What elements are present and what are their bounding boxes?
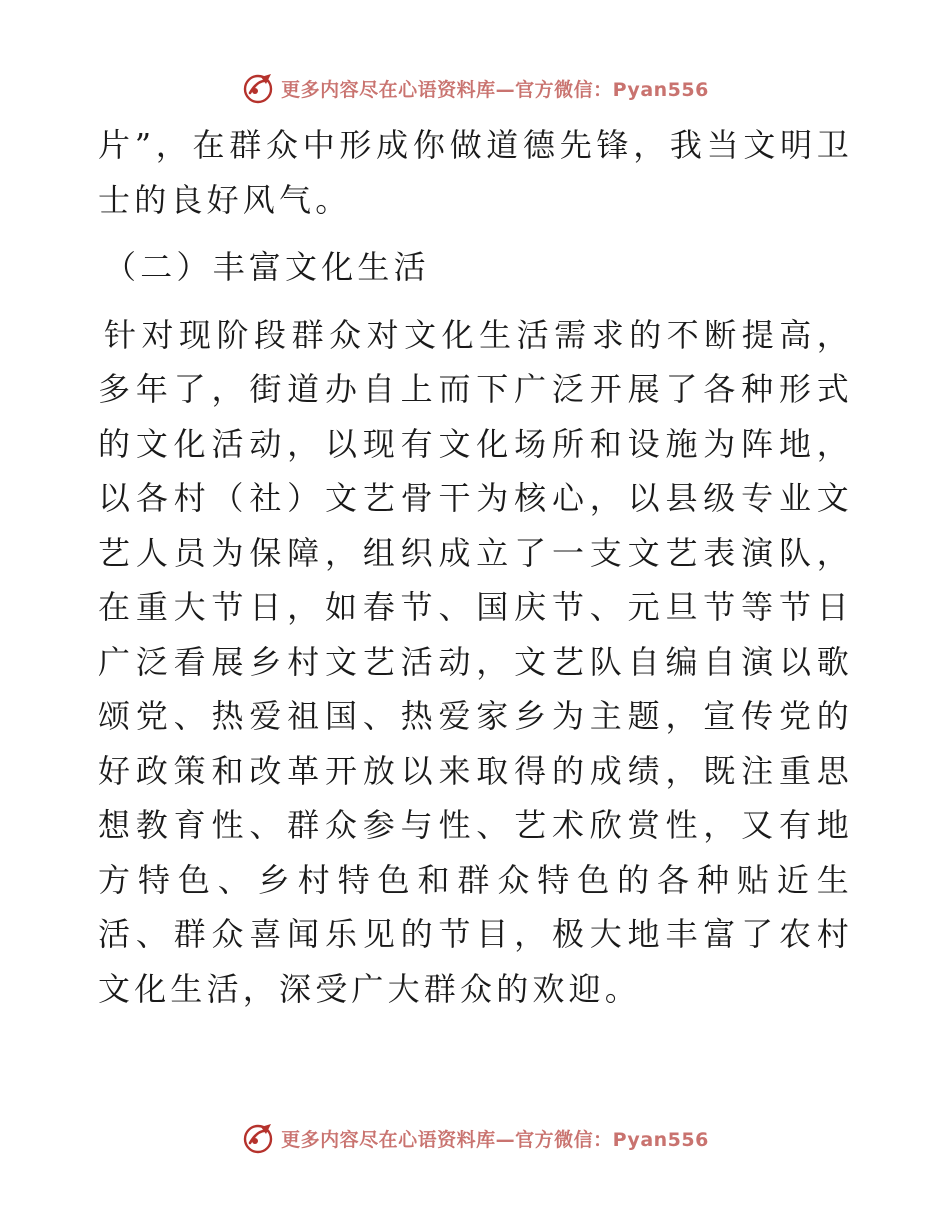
header-banner <box>0 68 950 108</box>
footer-banner <box>0 1118 950 1158</box>
paragraph-continuation: 片”，在群众中形成你做道德先锋，我当文明卫士的良好风气。 <box>98 126 853 219</box>
header-banner-text: 更多内容尽在心语资料库—官方微信：Pyan556 <box>281 78 709 101</box>
brand-logo-icon <box>241 71 275 105</box>
brand-logo-icon <box>241 1121 275 1155</box>
paragraph-culture: 针对现阶段群众对文化生活需求的不断提高，多年了，街道办自上而下广泛开展了各种形式的文化活动，以现有文化场所和设施为阵地，以各村（社）文艺骨干为核心，以县级专业文艺人员为保障，组织成立了一支文艺表演队，在重大节日，如春节、国庆节、元旦节等节日广泛看展乡村文艺活动，文艺队自编自演以歌颂党、热爱祖国、热爱家乡为主题，宣传党的好政策和改革开放以来取得的成绩，既注重思想教育性、群众参与性、艺术欣赏性，又有地方特色、乡村特色和群众特色的各种贴近生活、群众喜闻乐见的节目，极大地丰富了农村文化生活，深受广大群众的欢迎。 <box>98 315 853 1008</box>
section-heading: （二）丰富文化生活 <box>104 248 430 286</box>
document-body <box>98 118 853 1016</box>
footer-banner-text: 更多内容尽在心语资料库—官方微信：Pyan556 <box>281 1128 709 1151</box>
